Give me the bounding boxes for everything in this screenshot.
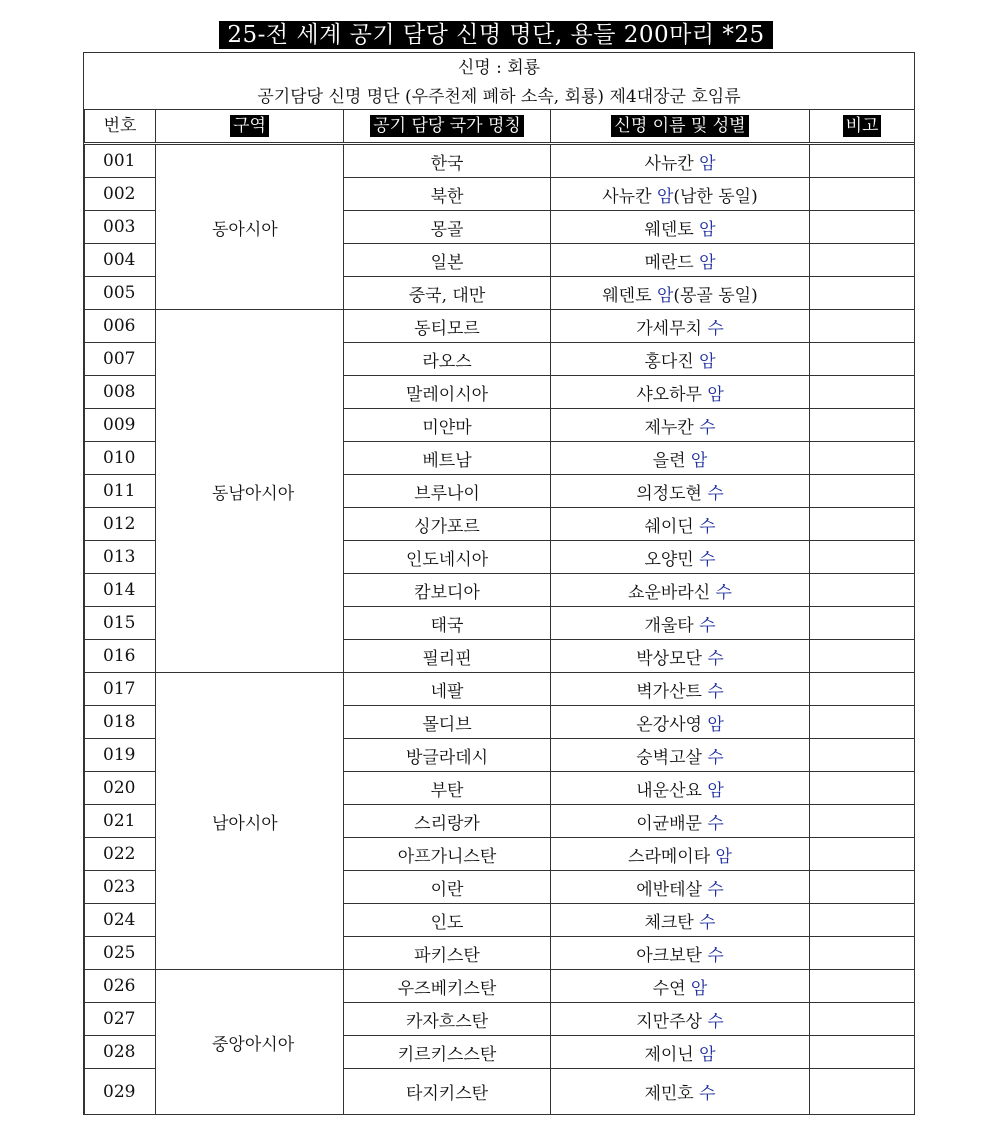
deity-cell: [551, 508, 810, 541]
row-number: 009: [85, 409, 156, 442]
header-note: 비고: [810, 110, 915, 144]
deity-cell: [551, 376, 810, 409]
row-number: 015: [85, 607, 156, 640]
country-cell: 카자흐스탄: [344, 1003, 551, 1036]
row-number: 018: [85, 706, 156, 739]
country-cell: 방글라데시: [344, 739, 551, 772]
note-cell: [810, 805, 915, 838]
deity-sex: 암: [699, 351, 716, 372]
deity-cell: [551, 871, 810, 904]
deity-cell: [551, 1036, 810, 1069]
deity-sex: 암: [699, 219, 716, 240]
note-cell: [810, 541, 915, 574]
table-header-row: [85, 110, 915, 144]
subtitle-deity: 신명 : 회룡: [457, 58, 541, 78]
country-cell: 북한: [344, 178, 551, 211]
note-cell: [810, 442, 915, 475]
deity-sex: 암: [699, 153, 716, 174]
deity-sex: 수: [699, 912, 716, 933]
note-cell: [810, 970, 915, 1003]
note-cell: [810, 1036, 915, 1069]
country-cell: 몽골: [344, 211, 551, 244]
deity-name: 박상모단: [636, 648, 702, 669]
deity-name: 제이닌: [644, 1044, 694, 1065]
deity-cell: [551, 310, 810, 343]
note-cell: [810, 739, 915, 772]
table-row: [85, 310, 915, 343]
deity-name: 오양민: [644, 549, 694, 570]
table-row: [85, 970, 915, 1003]
note-cell: [810, 673, 915, 706]
note-cell: [810, 244, 915, 277]
title-bar: [0, 21, 992, 49]
deity-cell: [551, 244, 810, 277]
deity-name: 사뉴칸: [644, 153, 694, 174]
country-cell: 캄보디아: [344, 574, 551, 607]
deity-cell: [551, 1069, 810, 1115]
country-cell: 말레이시아: [344, 376, 551, 409]
region-cell: 남아시아: [156, 673, 344, 970]
deity-name: 샤오하무: [636, 384, 702, 405]
deity-name: 웨덴토: [644, 219, 694, 240]
deity-cell: [551, 640, 810, 673]
row-number: 011: [85, 475, 156, 508]
note-cell: [810, 277, 915, 310]
roster-table: [84, 109, 915, 1115]
note-cell: [810, 871, 915, 904]
deity-name: 이균배문: [636, 813, 702, 834]
deity-cell: [551, 343, 810, 376]
country-cell: 일본: [344, 244, 551, 277]
note-cell: [810, 838, 915, 871]
deity-name: 체크탄: [644, 912, 694, 933]
deity-name: 의정도현: [636, 483, 702, 504]
deity-sex: 수: [699, 549, 716, 570]
note-cell: [810, 310, 915, 343]
country-cell: 이란: [344, 871, 551, 904]
row-number: 005: [85, 277, 156, 310]
deity-name: 사뉴칸: [602, 186, 652, 207]
deity-sex: 암: [699, 1044, 716, 1065]
row-number: 003: [85, 211, 156, 244]
country-cell: 스리랑카: [344, 805, 551, 838]
header-number: 번호: [85, 110, 156, 144]
row-number: 010: [85, 442, 156, 475]
roster-sheet: [83, 52, 915, 1115]
country-cell: 인도네시아: [344, 541, 551, 574]
deity-cell: [551, 442, 810, 475]
region-cell: 중앙아시아: [156, 970, 344, 1115]
deity-name: 메란드: [644, 252, 694, 273]
deity-cell: [551, 574, 810, 607]
deity-name: 웨덴토: [602, 285, 652, 306]
deity-name: 쉐이딘: [644, 516, 694, 537]
deity-cell: [551, 739, 810, 772]
deity-sex: 수: [707, 1011, 724, 1032]
row-number: 026: [85, 970, 156, 1003]
deity-name: 을련: [652, 450, 686, 471]
note-cell: [810, 607, 915, 640]
deity-name: 온강사영: [636, 714, 702, 735]
deity-sex: 암: [707, 714, 724, 735]
country-cell: 인도: [344, 904, 551, 937]
row-number: 012: [85, 508, 156, 541]
deity-cell: [551, 541, 810, 574]
deity-sex: 수: [699, 417, 716, 438]
header-region: 구역: [156, 110, 344, 144]
country-cell: 우즈베키스탄: [344, 970, 551, 1003]
deity-cell: [551, 937, 810, 970]
note-cell: [810, 343, 915, 376]
row-number: 007: [85, 343, 156, 376]
country-cell: 싱가포르: [344, 508, 551, 541]
deity-sex: 암: [707, 780, 724, 801]
country-cell: 몰디브: [344, 706, 551, 739]
deity-sex: 암: [699, 252, 716, 273]
deity-name: 지만주상: [636, 1011, 702, 1032]
deity-cell: [551, 706, 810, 739]
table-row: [85, 144, 915, 178]
deity-name: 홍다진: [644, 351, 694, 372]
header-deity: 신명 이름 및 성별: [551, 110, 810, 144]
deity-cell: [551, 277, 810, 310]
deity-sex: 수: [707, 483, 724, 504]
deity-sex: 암: [656, 285, 674, 306]
note-cell: [810, 937, 915, 970]
row-number: 024: [85, 904, 156, 937]
note-cell: [810, 1069, 915, 1115]
deity-sex: 수: [699, 615, 716, 636]
row-number: 025: [85, 937, 156, 970]
country-cell: 라오스: [344, 343, 551, 376]
row-number: 013: [85, 541, 156, 574]
country-cell: 브루나이: [344, 475, 551, 508]
country-cell: 동티모르: [344, 310, 551, 343]
note-cell: [810, 475, 915, 508]
note-cell: [810, 376, 915, 409]
country-cell: 타지키스탄: [344, 1069, 551, 1115]
deity-sex: 암: [690, 978, 708, 999]
deity-sex: 암: [656, 186, 674, 207]
deity-sex: 수: [699, 1084, 716, 1104]
note-cell: [810, 904, 915, 937]
deity-name: 가세무치: [636, 318, 702, 339]
deity-name: 쇼운바라신: [628, 582, 711, 603]
header-country: 공기 담당 국가 명칭: [344, 110, 551, 144]
row-number: 017: [85, 673, 156, 706]
note-cell: [810, 178, 915, 211]
deity-cell: [551, 475, 810, 508]
deity-cell: [551, 805, 810, 838]
note-cell: [810, 508, 915, 541]
deity-sex: 수: [707, 681, 724, 702]
deity-name: 스라메이타: [628, 846, 711, 867]
deity-sex: 수: [715, 582, 732, 603]
deity-name: 숭벽고살: [636, 747, 702, 768]
deity-cell: [551, 904, 810, 937]
row-number: 029: [85, 1069, 156, 1115]
deity-sex: 수: [707, 747, 724, 768]
deity-sex: 암: [690, 450, 708, 471]
note-cell: [810, 144, 915, 178]
deity-name: 에반테살: [636, 879, 702, 900]
row-number: 028: [85, 1036, 156, 1069]
deity-sex: 수: [699, 516, 716, 537]
deity-sex: 수: [707, 879, 724, 900]
note-cell: [810, 1003, 915, 1036]
region-cell: 동아시아: [156, 144, 344, 310]
deity-name: 제누칸: [644, 417, 694, 438]
country-cell: 아프가니스탄: [344, 838, 551, 871]
region-cell: 동남아시아: [156, 310, 344, 673]
page-title: 25-전 세계 공기 담당 신명 명단, 용들 200마리 *25: [219, 21, 772, 49]
country-cell: 부탄: [344, 772, 551, 805]
row-number: 027: [85, 1003, 156, 1036]
row-number: 016: [85, 640, 156, 673]
deity-sex: 수: [707, 945, 724, 966]
deity-cell: [551, 772, 810, 805]
deity-cell: [551, 211, 810, 244]
row-number: 019: [85, 739, 156, 772]
deity-cell: [551, 144, 810, 178]
deity-sex: 수: [707, 318, 724, 339]
note-cell: [810, 574, 915, 607]
deity-name: 벽가산트: [636, 681, 702, 702]
row-number: 001: [85, 144, 156, 178]
row-number: 008: [85, 376, 156, 409]
deity-cell: [551, 1003, 810, 1036]
country-cell: 한국: [344, 144, 551, 178]
deity-name: 내운산요: [636, 780, 702, 801]
note-cell: [810, 211, 915, 244]
country-cell: 키르키스스탄: [344, 1036, 551, 1069]
deity-sex: 수: [707, 648, 724, 669]
deity-cell: [551, 970, 810, 1003]
deity-cell: [551, 838, 810, 871]
deity-cell: [551, 178, 810, 211]
deity-sex: 수: [707, 813, 724, 834]
deity-sex: 암: [707, 384, 724, 405]
deity-sex: 암: [715, 846, 732, 867]
note-cell: [810, 772, 915, 805]
table-row: [85, 673, 915, 706]
note-cell: [810, 706, 915, 739]
row-number: 006: [85, 310, 156, 343]
note-cell: [810, 640, 915, 673]
country-cell: 베트남: [344, 442, 551, 475]
country-cell: 미얀마: [344, 409, 551, 442]
deity-note: (남한 동일): [673, 186, 758, 207]
row-number: 002: [85, 178, 156, 211]
row-number: 014: [85, 574, 156, 607]
country-cell: 파키스탄: [344, 937, 551, 970]
country-cell: 중국, 대만: [344, 277, 551, 310]
row-number: 021: [85, 805, 156, 838]
subtitle-roster: 공기담당 신명 명단 (우주천제 폐하 소속, 회룡) 제4대장군 호임류: [257, 87, 741, 107]
country-cell: 네팔: [344, 673, 551, 706]
deity-note: (몽골 동일): [673, 285, 758, 306]
row-number: 023: [85, 871, 156, 904]
deity-cell: [551, 409, 810, 442]
row-number: 022: [85, 838, 156, 871]
note-cell: [810, 409, 915, 442]
deity-cell: [551, 673, 810, 706]
table-body: [85, 144, 915, 1115]
deity-name: 수연: [652, 978, 686, 999]
country-cell: 필리핀: [344, 640, 551, 673]
row-number: 004: [85, 244, 156, 277]
deity-cell: [551, 607, 810, 640]
row-number: 020: [85, 772, 156, 805]
deity-name: 제민호: [644, 1084, 694, 1104]
deity-name: 아크보탄: [636, 945, 702, 966]
country-cell: 태국: [344, 607, 551, 640]
deity-name: 개울타: [644, 615, 694, 636]
